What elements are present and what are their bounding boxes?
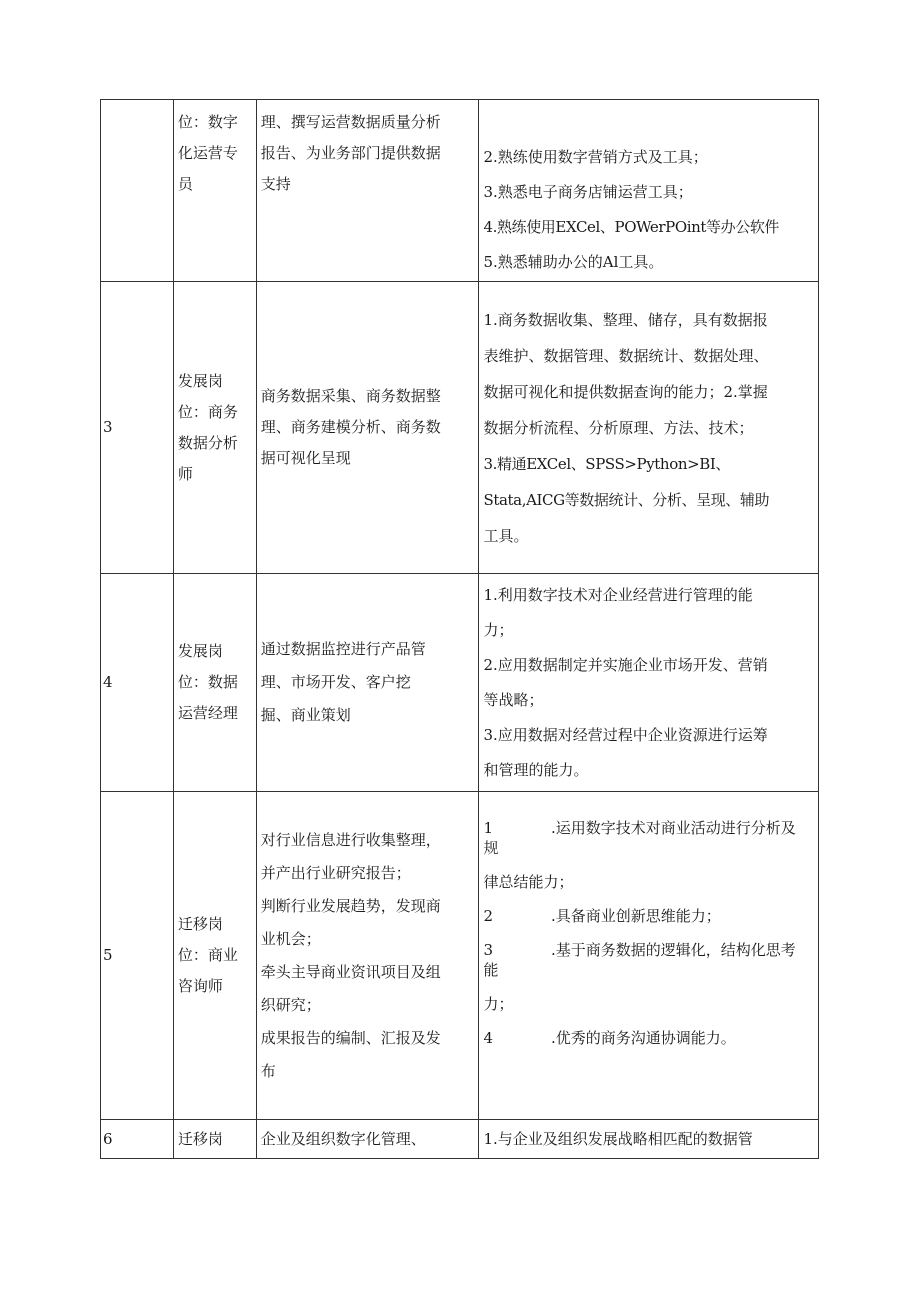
requirement-line: [483, 1028, 795, 1048]
duties-line: 判断行业发展趋势，发现商: [260, 896, 441, 915]
row-number: 6: [101, 1120, 174, 1158]
requirement-line: 数据分析流程、分析原理、方法、技术；: [483, 418, 754, 437]
duties-line: 报告、为业务部门提供数据: [260, 144, 441, 162]
job-requirements-table: [100, 99, 819, 1159]
duties-cell: [257, 1120, 480, 1158]
table-row: [100, 99, 819, 281]
position-cell: [174, 282, 257, 573]
requirements-cell: [479, 792, 819, 1119]
position-cell: [174, 1120, 257, 1158]
requirement-line: [483, 818, 795, 838]
duties-line: 理、市场开发、客户挖: [260, 673, 411, 691]
position-line: 位：数字: [177, 113, 238, 131]
requirement-line: 能: [483, 961, 499, 979]
duties-line: 掘、商业策划: [260, 706, 351, 724]
duties-line: 牵头主导商业资讯项目及组: [260, 962, 441, 981]
requirement-line: 力；: [483, 620, 514, 639]
requirement-line: [483, 940, 795, 960]
requirement-line: 3.精通EXCel、SPSS>Python>BI、: [483, 454, 731, 473]
requirement-line: 1.利用数字技术对企业经营进行管理的能: [483, 585, 753, 604]
row-number: [101, 100, 174, 281]
position-line: 师: [177, 464, 193, 483]
table-row: [100, 1119, 819, 1159]
requirement-line: 表维护、数据管理、数据统计、数据处理、: [483, 346, 769, 365]
row-number: 4: [101, 574, 174, 791]
duties-line: 据可视化呈现: [260, 449, 351, 467]
duties-line: 成果报告的编制、汇报及发: [260, 1028, 441, 1047]
requirement-line: 2.应用数据制定并实施企业市场开发、营销: [483, 655, 768, 674]
position-line: 位：商务: [177, 402, 238, 421]
requirement-line: 数据可视化和提供数据查询的能力；2.掌握: [483, 382, 768, 401]
requirement-line: 等战略；: [483, 690, 544, 709]
position-line: 迁移岗: [177, 915, 223, 933]
requirement-line: 5.熟悉辅助办公的Al工具。: [483, 253, 664, 271]
duties-line: 对行业信息进行收集整理，: [260, 830, 441, 849]
requirement-line: Stata,AICG等数据统计、分析、呈现、辅助: [483, 490, 770, 509]
duties-line: 通过数据监控进行产品管: [260, 640, 426, 658]
requirements-cell: [479, 574, 819, 791]
position-line: 迁移岗: [177, 1129, 223, 1148]
table-row: [100, 281, 819, 573]
requirement-line: 2.熟练使用数字营销方式及工具；: [483, 148, 708, 166]
duties-line: 理、商务建模分析、商务数: [260, 418, 441, 436]
requirement-line: 3.应用数据对经营过程中企业资源进行运筹: [483, 725, 768, 744]
duties-line: 理、撰写运营数据质量分析: [260, 113, 441, 131]
requirement-line: 力；: [483, 995, 514, 1013]
requirement-number: 1: [483, 819, 494, 837]
position-line: 位：数据: [177, 673, 238, 691]
requirement-line: [483, 906, 795, 926]
duties-cell: [257, 792, 480, 1119]
duties-line: 并产出行业研究报告；: [260, 863, 411, 882]
requirements-cell: [479, 1120, 819, 1158]
requirement-line: 1.商务数据收集、整理、储存，具有数据报: [483, 310, 768, 329]
duties-line: 商务数据采集、商务数据整: [260, 387, 441, 405]
table-row: [100, 573, 819, 791]
position-cell: [174, 100, 257, 281]
position-line: 员: [177, 175, 193, 193]
position-cell: [174, 574, 257, 791]
requirement-number: 4: [483, 1029, 494, 1047]
requirement-line: 工具。: [483, 526, 529, 545]
duties-cell: [257, 282, 480, 573]
requirement-line: 和管理的能力。: [483, 760, 589, 779]
position-cell: [174, 792, 257, 1119]
requirement-line: 规: [483, 839, 499, 857]
position-line: 运营经理: [177, 704, 238, 722]
position-line: 位：商业: [177, 946, 238, 964]
requirement-text: .基于商务数据的逻辑化，结构化思考: [551, 941, 796, 959]
requirement-text: .优秀的商务沟通协调能力。: [551, 1029, 736, 1047]
duties-line: 企业及组织数字化管理、: [260, 1129, 426, 1148]
position-line: 发展岗: [177, 642, 223, 660]
requirement-number: 3: [483, 941, 494, 959]
position-line: 发展岗: [177, 371, 223, 390]
duties-line: 布: [260, 1061, 276, 1080]
requirement-number: 2: [483, 907, 494, 925]
requirement-line: 1.与企业及组织发展战略相匹配的数据管: [483, 1129, 753, 1148]
requirements-cell: [479, 282, 819, 573]
table-row: [100, 791, 819, 1119]
duties-cell: [257, 100, 480, 281]
requirement-line: 3.熟悉电子商务店铺运营工具；: [483, 183, 693, 201]
position-line: 数据分析: [177, 433, 238, 452]
requirements-cell: [479, 100, 819, 281]
row-number: 3: [101, 282, 174, 573]
duties-cell: [257, 574, 480, 791]
requirement-line: 4.熟练使用EXCel、POWerPOint等办公软件: [483, 218, 780, 236]
requirement-text: .运用数字技术对商业活动进行分析及: [551, 819, 796, 837]
duties-line: 业机会；: [260, 929, 321, 948]
requirement-text: .具备商业创新思维能力；: [551, 907, 721, 925]
position-line: 化运营专: [177, 144, 238, 162]
duties-line: 支持: [260, 175, 291, 193]
requirement-line: 律总结能力；: [483, 873, 574, 891]
position-line: 咨询师: [177, 977, 223, 995]
duties-line: 织研究；: [260, 995, 321, 1014]
row-number: 5: [101, 792, 174, 1119]
